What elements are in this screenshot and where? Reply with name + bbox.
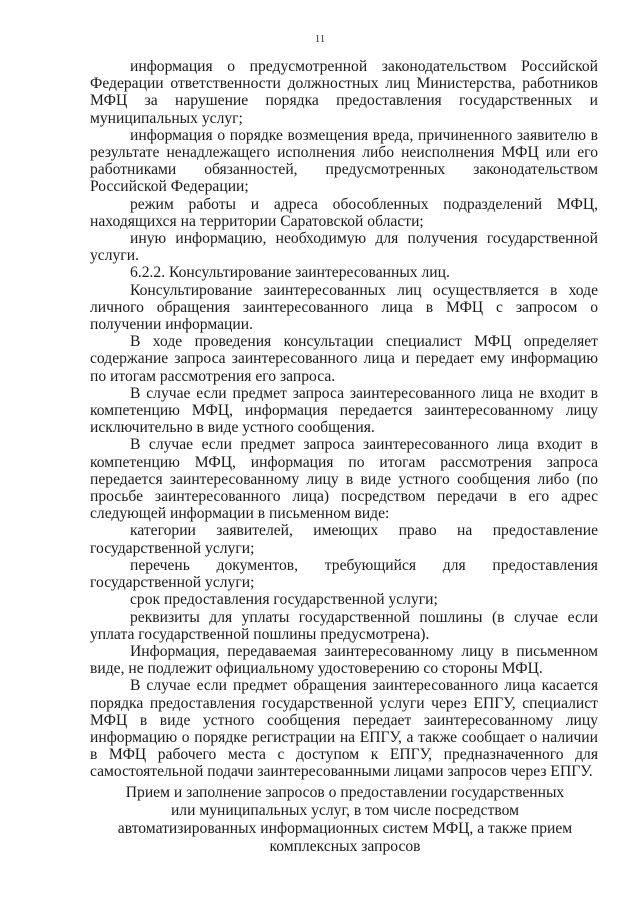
paragraph-written-info: Информация, передаваемая заинтересованному лицу в письменном виде, не подлежит официальному удостоверению со стороны МФЦ. — [90, 642, 598, 678]
paragraph-epgu: В случае если предмет обращения заинтересованного лица касается порядка предоставления государственной услуги через ЕПГУ, специалист МФЦ в виде устного сообщения передает заинтересованному лицу информацию о порядке регистрации на ЕПГУ, а также сообщает о наличии в МФЦ рабочего места с доступом к ЕПГУ, предназначенного для самостоятельной подачи заинтересованными лицами запросов через ЕПГУ. — [90, 677, 598, 781]
list-item-term: срок предоставления государственной услуги; — [130, 591, 438, 609]
paragraph-damage-compensation: информация о порядке возмещения вреда, причиненного заявителю в результате ненадлежащего исполнения либо неисполнения МФЦ или его работниками обязанностей, предусмотренных законодательством Российской Федерации; — [90, 126, 598, 196]
paragraph-consulting: Консультирование заинтересованных лиц осуществляется в ходе личного обращения заинтересованного лица в МФЦ с запросом о получении информации. — [90, 281, 598, 334]
section-heading-reception: Прием и заполнение запросов о предоставлении государственных или муниципальных услуг, в том числе посредством автоматизированных информационных систем МФЦ, а также прием комплексных запросов — [117, 784, 573, 855]
list-item-requisites: реквизиты для уплаты государственной пошлины (в случае если уплата государственной пошлины предусмотрена). — [90, 608, 598, 643]
page-number: 11 — [314, 33, 326, 45]
paragraph-in-competence: В случае если предмет запроса заинтересованного лица входит в компетенцию МФЦ, информация по итогам рассмотрения запроса передается заинтересованному лицу в виде устного сообщения либо (по просьбе заинтересованного лица) посредством передачи в его адрес следующей информации в письменном виде: — [90, 436, 598, 523]
paragraph-work-schedule: режим работы и адреса обособленных подразделений МФЦ, находящихся на территории Саратовской области; — [90, 195, 598, 230]
list-item-categories: категории заявителей, имеющих право на предоставление государственной услуги; — [90, 522, 598, 557]
document-body — [90, 58, 598, 781]
paragraph-other-info: иную информацию, необходимую для получения государственной услуги. — [90, 230, 598, 265]
paragraph-not-competence: В случае если предмет запроса заинтересованного лица не входит в компетенцию МФЦ, информация передается заинтересованному лицу исключительно в виде устного сообщения. — [90, 384, 598, 437]
list-item-documents: перечень документов, требующийся для предоставления государственной услуги; — [90, 556, 598, 592]
paragraph-responsibility: информация о предусмотренной законодательством Российской Федерации ответственности должностных лиц Министерства, работников МФЦ за нарушение порядка предоставления государственных и муниципальных услуг; — [90, 58, 598, 127]
paragraph-consultation-process: В ходе проведения консультации специалист МФЦ определяет содержание запроса заинтересованного лица и передает ему информацию по итогам рассмотрения его запроса. — [90, 333, 598, 385]
section-heading-6-2-2: 6.2.2. Консультирование заинтересованных лиц. — [130, 264, 450, 282]
